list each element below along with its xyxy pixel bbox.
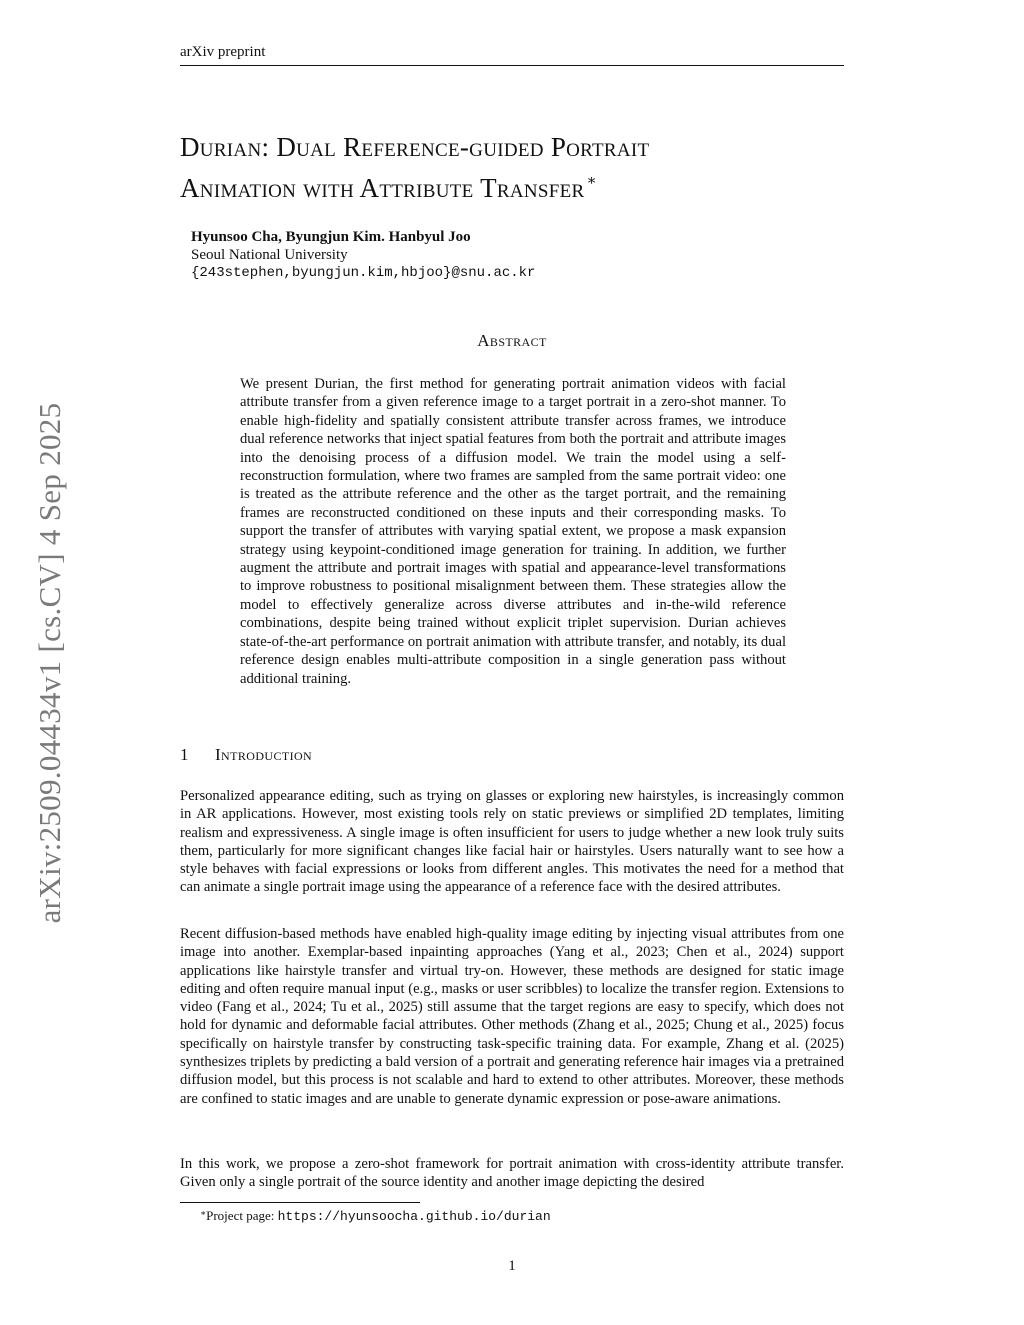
- abstract-heading: Abstract: [477, 331, 547, 350]
- arxiv-identifier: arXiv:2509.04434v1 [cs.CV] 4 Sep 2025: [32, 402, 67, 924]
- author-emails: {243stephen,byungjun.kim,hbjoo}@snu.ac.kr: [191, 265, 536, 281]
- title-line-2-text: Animation with Attribute Transfer: [180, 173, 585, 203]
- footnote-mark: ∗: [200, 1208, 207, 1218]
- author-list: Hyunsoo Cha, Byungjun Kim. Hanbyul Joo: [191, 229, 471, 245]
- intro-paragraph-1: Personalized appearance editing, such as trying on glasses or exploring new hairstyles, is increasingly common in AR applications. However, most existing tools rely on static previews or simplified 2D templates, limiting realism and expressiveness. A single image is often insufficient for users to judge whether a new look truly suits them, particularly for more significant changes like facial hair or hairstyles. Users naturally want to see how a style behaves with facial expressions or looks from different angles. This motivates the need for a method that can animate a single portrait image using the appearance of a reference face with the desired attributes.: [180, 788, 844, 896]
- title-line-2: [180, 164, 844, 205]
- footnote: [200, 1208, 551, 1224]
- title-line-1: Durian: Dual Reference-guided Portrait: [180, 132, 650, 162]
- intro-paragraph-3: In this work, we propose a zero-shot framework for portrait animation with cross-identity attribute transfer. Given only a single portrait of the source identity and another image depicting the desired: [180, 1156, 844, 1191]
- arxiv-side-stamp: [30, 378, 70, 948]
- section-heading-introduction: [180, 745, 312, 765]
- paper-title: [180, 130, 844, 205]
- running-header: arXiv preprint: [180, 44, 266, 60]
- section-number: 1: [180, 745, 189, 764]
- page-number: 1: [508, 1258, 516, 1274]
- intro-paragraph-2: Recent diffusion-based methods have enabled high-quality image editing by injecting visual attributes from one image into another. Exemplar-based inpainting approaches (Yang et al., 2023; Chen et al., 2024) support applications like hairstyle transfer and virtual try-on. However, these methods are designed for static image editing and often require manual input (e.g., masks or user scribbles) to localize the transfer region. Extensions to video (Fang et al., 2024; Tu et al., 2025) still assume that the target regions are easy to specify, which does not hold for dynamic and deformable facial attributes. Other methods (Zhang et al., 2025; Chung et al., 2025) focus specifically on hairstyle transfer by constructing task-specific training data. For example, Zhang et al. (2025) synthesizes triplets by predicting a bald version of a portrait and generating reference hair images via a pretrained diffusion model, but this process is not scalable and hard to extend to other attributes. Moreover, these methods are confined to static images and are unable to generate dynamic expression or pose-aware animations.: [180, 926, 844, 1107]
- abstract-body: We present Durian, the first method for generating portrait animation videos with facial attribute transfer from a given reference image to a target portrait in a zero-shot manner. To enable high-fidelity and spatially consistent attribute transfer across frames, we introduce dual reference networks that inject spatial features from both the portrait and attribute images into the denoising process of a diffusion model. We train the model using a self-reconstruction formulation, where two frames are sampled from the same portrait video: one is treated as the attribute reference and the other as the target portrait, and the remaining frames are reconstructed conditioned on these inputs and their corresponding masks. To support the transfer of attributes with varying spatial extent, we propose a mask expansion strategy using keypoint-conditioned image generation for training. In addition, we further augment the attribute and portrait images with spatial and appearance-level transformations to improve robustness to positional misalignment between them. These strategies allow the model to effectively generalize across diverse attributes and in-the-wild reference combinations, despite being trained without explicit triplet supervision. Durian achieves state-of-the-art performance on portrait animation with attribute transfer, and notably, its dual reference design enables multi-attribute composition in a single generation pass without additional training.: [240, 376, 786, 687]
- footnote-divider: [180, 1202, 420, 1203]
- header-divider: [180, 65, 844, 66]
- project-page-link[interactable]: https://hyunsoocha.github.io/durian: [277, 1209, 551, 1224]
- title-footnote-mark: ∗: [586, 173, 598, 189]
- affiliation: Seoul National University: [191, 247, 348, 263]
- footnote-label: Project page:: [206, 1208, 278, 1223]
- section-title: Introduction: [215, 745, 313, 764]
